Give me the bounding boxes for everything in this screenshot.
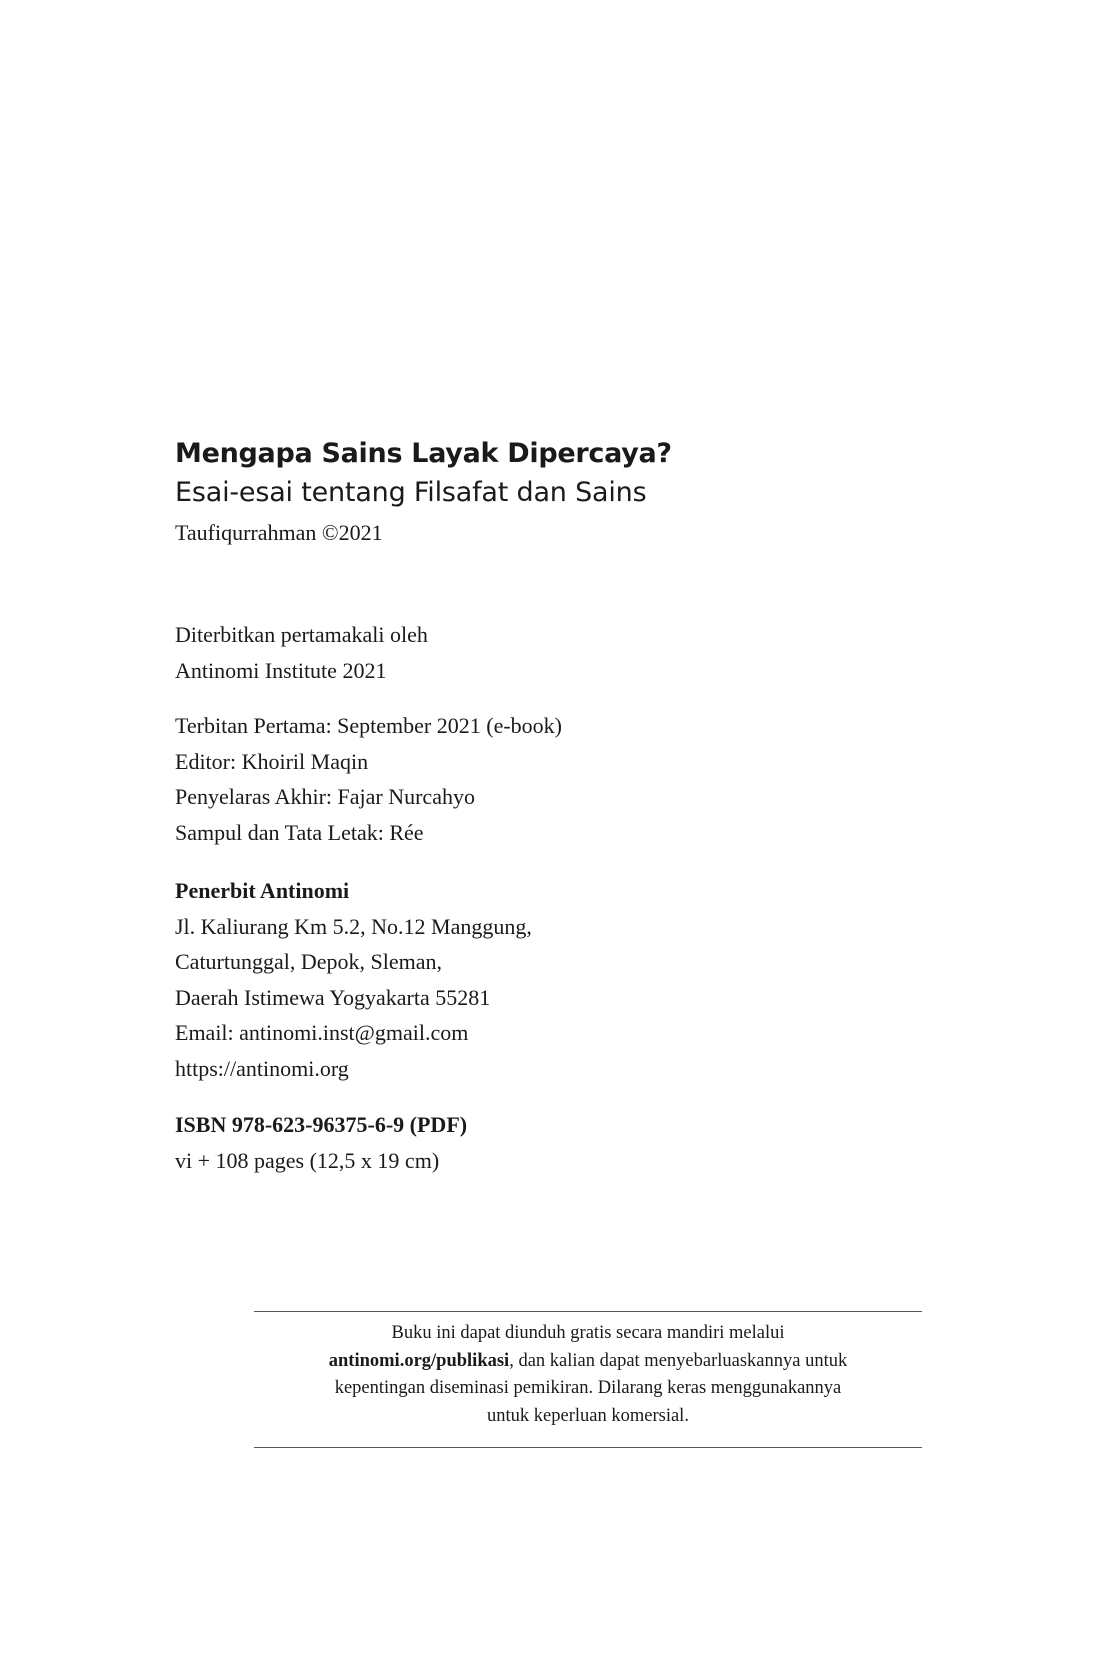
notice-line-3: kepentingan diseminasi pemikiran. Dilarang keras menggunakannya bbox=[334, 1378, 842, 1398]
final-editor-line: Penyelaras Akhir: Fajar Nurcahyo bbox=[175, 784, 475, 809]
book-subtitle: Esai-esai tentang Filsafat dan Sains bbox=[175, 477, 647, 508]
publisher-address-1: Jl. Kaliurang Km 5.2, No.12 Manggung, bbox=[175, 913, 532, 939]
publisher-section bbox=[175, 873, 532, 1086]
publisher-address-3: Daerah Istimewa Yogyakarta 55281 bbox=[175, 984, 491, 1010]
notice-line-1: Buku ini dapat diunduh gratis secara mandiri melalui bbox=[391, 1323, 785, 1343]
published-by-line: Diterbitkan pertamakali oleh bbox=[175, 622, 428, 647]
page-count: vi + 108 pages (12,5 x 19 cm) bbox=[175, 1147, 440, 1173]
notice-line-4: untuk keperluan komersial. bbox=[487, 1405, 689, 1426]
publication-info bbox=[175, 617, 428, 688]
publisher-email: Email: antinomi.inst@gmail.com bbox=[175, 1020, 469, 1045]
notice-line-2-rest: , dan kalian dapat menyebarluaskannya untuk bbox=[509, 1350, 848, 1371]
publisher-name: Penerbit Antinomi bbox=[175, 878, 350, 903]
publisher-address-2: Caturtunggal, Depok, Sleman, bbox=[175, 949, 443, 974]
first-edition-line: Terbitan Pertama: September 2021 (e-book) bbox=[175, 713, 562, 738]
author-copyright: Taufiqurrahman ©2021 bbox=[175, 520, 383, 545]
credits-section bbox=[175, 708, 562, 850]
cover-layout-line: Sampul dan Tata Letak: Rée bbox=[175, 819, 424, 845]
isbn-number: ISBN 978-623-96375-6-9 (PDF) bbox=[175, 1112, 468, 1137]
publisher-website: https://antinomi.org bbox=[175, 1055, 349, 1081]
editor-line: Editor: Khoiril Maqin bbox=[175, 748, 369, 774]
publication-link[interactable]: antinomi.org/publikasi bbox=[328, 1350, 510, 1371]
download-notice bbox=[254, 1311, 922, 1448]
notice-line-2 bbox=[254, 1348, 922, 1376]
book-title: Mengapa Sains Layak Dipercaya? bbox=[175, 438, 672, 469]
isbn-section bbox=[175, 1107, 467, 1178]
published-institute-line: Antinomi Institute 2021 bbox=[175, 657, 387, 683]
